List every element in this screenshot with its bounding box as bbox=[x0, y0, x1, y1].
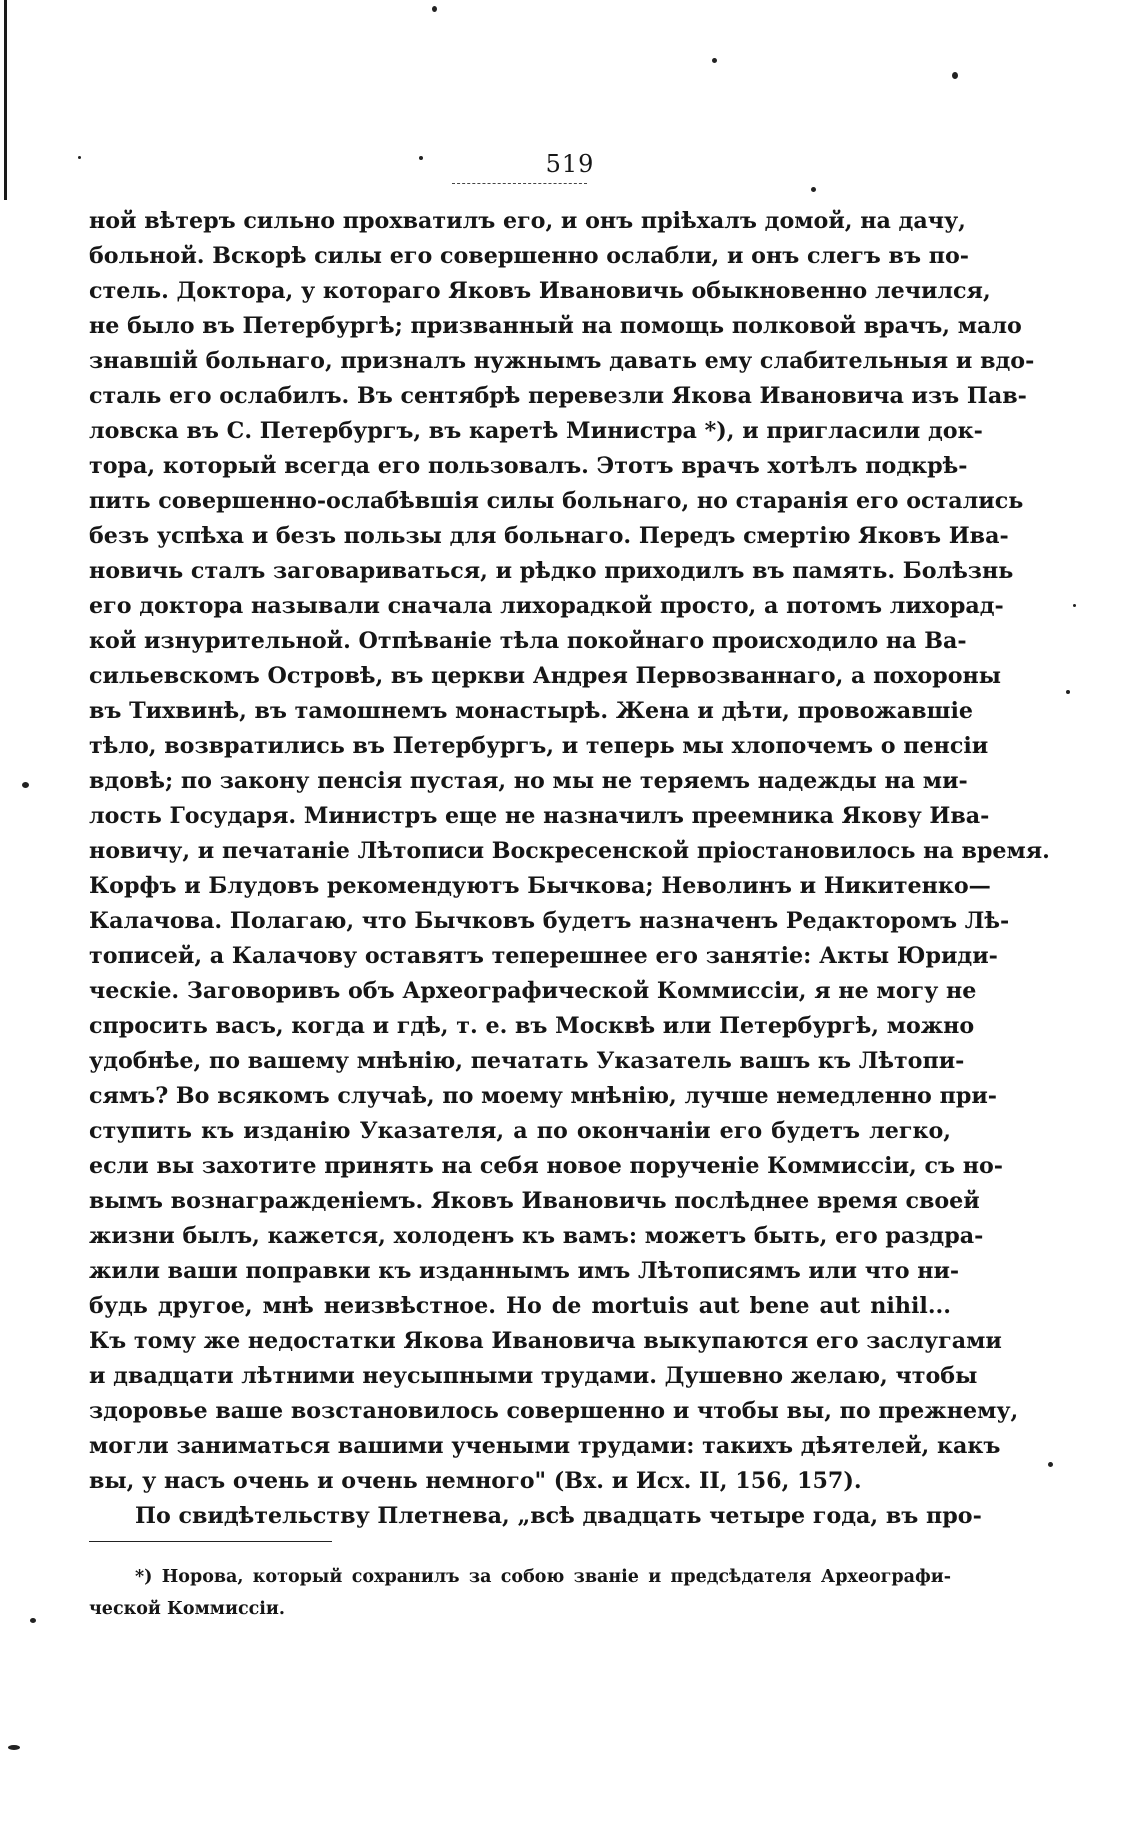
text-line: Къ тому же недостатки Якова Ивановича выкупаются его заслугами bbox=[89, 1328, 1002, 1354]
main-text bbox=[89, 204, 1050, 1534]
text-line: безъ успѣха и безъ пользы для больнаго. Передъ смертію Яковъ Ива- bbox=[89, 523, 1009, 549]
text-line: спросить васъ, когда и гдѣ, т. е. въ Москвѣ или Петербургѣ, можно bbox=[89, 1013, 975, 1039]
text-line: его доктора называли сначала лихорадкой просто, а потомъ лихорад- bbox=[89, 593, 1004, 619]
scan-speck bbox=[1073, 604, 1076, 607]
text-line: лость Государя. Министръ еще не назначилъ преемника Якову Ива- bbox=[89, 803, 990, 829]
text-line: тописей, а Калачову оставятъ теперешнее его занятіе: Акты Юриди- bbox=[89, 943, 998, 969]
text-line: въ Тихвинѣ, въ тамошнемъ монастырѣ. Жена и дѣти, провожавшіе bbox=[89, 698, 973, 724]
text-line: сямъ? Во всякомъ случаѣ, по моему мнѣнію, лучше немедленно при- bbox=[89, 1083, 997, 1109]
text-line: могли заниматься вашими учеными трудами: такихъ дѣятелей, какъ bbox=[89, 1433, 1001, 1459]
text-line: тора, который всегда его пользовалъ. Этотъ врачъ хотѣлъ подкрѣ- bbox=[89, 453, 968, 479]
footnote-line: ческой Коммиссіи. bbox=[89, 1599, 285, 1619]
header-rule bbox=[452, 183, 587, 184]
text-line: не было въ Петербургѣ; призванный на помощь полковой врачъ, мало bbox=[89, 313, 1022, 339]
text-line: ной вѣтеръ сильно прохватилъ его, и онъ пріѣхалъ домой, на дачу, bbox=[89, 208, 966, 234]
scan-speck bbox=[8, 1745, 20, 1750]
footnote bbox=[89, 1561, 951, 1625]
text-line: жили ваши поправки къ изданнымъ имъ Лѣтописямъ или что ни- bbox=[89, 1258, 960, 1284]
text-line: ловска въ С. Петербургъ, въ каретѣ Министра *), и пригласили док- bbox=[89, 418, 983, 444]
text-line: и двадцати лѣтними неусыпными трудами. Душевно желаю, чтобы bbox=[89, 1363, 978, 1389]
text-line: стель. Доктора, у котораго Яковъ Ивановичь обыкновенно лечился, bbox=[89, 278, 991, 304]
page-number: 519 bbox=[545, 150, 595, 178]
text-line: здоровье ваше возстановилось совершенно и чтобы вы, по прежнему, bbox=[89, 1398, 1019, 1424]
scan-speck bbox=[419, 156, 423, 160]
text-line: ступить къ изданію Указателя, а по окончаніи его будетъ легко, bbox=[89, 1118, 951, 1144]
footnote-line: *) Норова, который сохранилъ за собою званіе и предсѣдателя Археографи- bbox=[135, 1567, 951, 1587]
text-line: вы, у насъ очень и очень немного" (Вх. и Исх. II, 156, 157). bbox=[89, 1468, 862, 1494]
scan-speck bbox=[952, 72, 958, 79]
text-line: кой изнурительной. Отпѣваніе тѣла покойнаго происходило на Ва- bbox=[89, 628, 967, 654]
text-line: сильевскомъ Островѣ, въ церкви Андрея Первозваннаго, а похороны bbox=[89, 663, 1001, 689]
scan-speck bbox=[811, 187, 816, 192]
text-line: будь другое, мнѣ неизвѣстное. Но de mortuis aut bene aut nihil... bbox=[89, 1293, 951, 1319]
text-line: сталь его ослабилъ. Въ сентябрѣ перевезли Якова Ивановича изъ Пав- bbox=[89, 383, 1027, 409]
text-line: удобнѣе, по вашему мнѣнію, печатать Указатель вашъ къ Лѣтопи- bbox=[89, 1048, 965, 1074]
scan-speck bbox=[1048, 1462, 1053, 1467]
text-line: если вы захотите принять на себя новое порученіе Коммиссіи, съ но- bbox=[89, 1153, 1003, 1179]
text-line: пить совершенно-ослабѣвшія силы больнаго, но старанія его остались bbox=[89, 488, 1024, 514]
text-line-paragraph-start: По свидѣтельству Плетнева, „всѣ двадцать четыре года, въ про- bbox=[135, 1503, 982, 1529]
text-line: жизни былъ, кажется, холоденъ къ вамъ: можетъ быть, его раздра- bbox=[89, 1223, 984, 1249]
text-line: новичь сталъ заговариваться, и рѣдко приходилъ въ память. Болѣзнь bbox=[89, 558, 1014, 584]
scan-speck bbox=[432, 6, 437, 12]
scan-speck bbox=[30, 1618, 36, 1623]
scan-speck bbox=[712, 58, 717, 63]
text-line: вымъ вознагражденіемъ. Яковъ Ивановичь послѣднее время своей bbox=[89, 1188, 980, 1214]
scan-speck bbox=[78, 156, 81, 159]
text-line: знавшій больнаго, призналъ нужнымъ давать ему слабительныя и вдо- bbox=[89, 348, 1035, 374]
scan-speck bbox=[1066, 690, 1070, 694]
scan-speck bbox=[22, 782, 29, 788]
footnote-rule bbox=[89, 1541, 332, 1542]
text-line: ческіе. Заговоривъ объ Археографической Коммиссіи, я не могу не bbox=[89, 978, 977, 1004]
text-line: новичу, и печатаніе Лѣтописи Воскресенской пріостановилось на время. bbox=[89, 838, 1050, 864]
text-line: Калачова. Полагаю, что Бычковъ будетъ назначенъ Редакторомъ Лѣ- bbox=[89, 908, 1010, 934]
text-line: вдовѣ; по закону пенсія пустая, но мы не теряемъ надежды на ми- bbox=[89, 768, 968, 794]
text-line: Корфъ и Блудовъ рекомендуютъ Бычкова; Неволинъ и Никитенко— bbox=[89, 873, 991, 899]
text-line: больной. Вскорѣ силы его совершенно ослабли, и онъ слегъ въ по- bbox=[89, 243, 969, 269]
text-line: тѣло, возвратились въ Петербургъ, и теперь мы хлопочемъ о пенсіи bbox=[89, 733, 989, 759]
